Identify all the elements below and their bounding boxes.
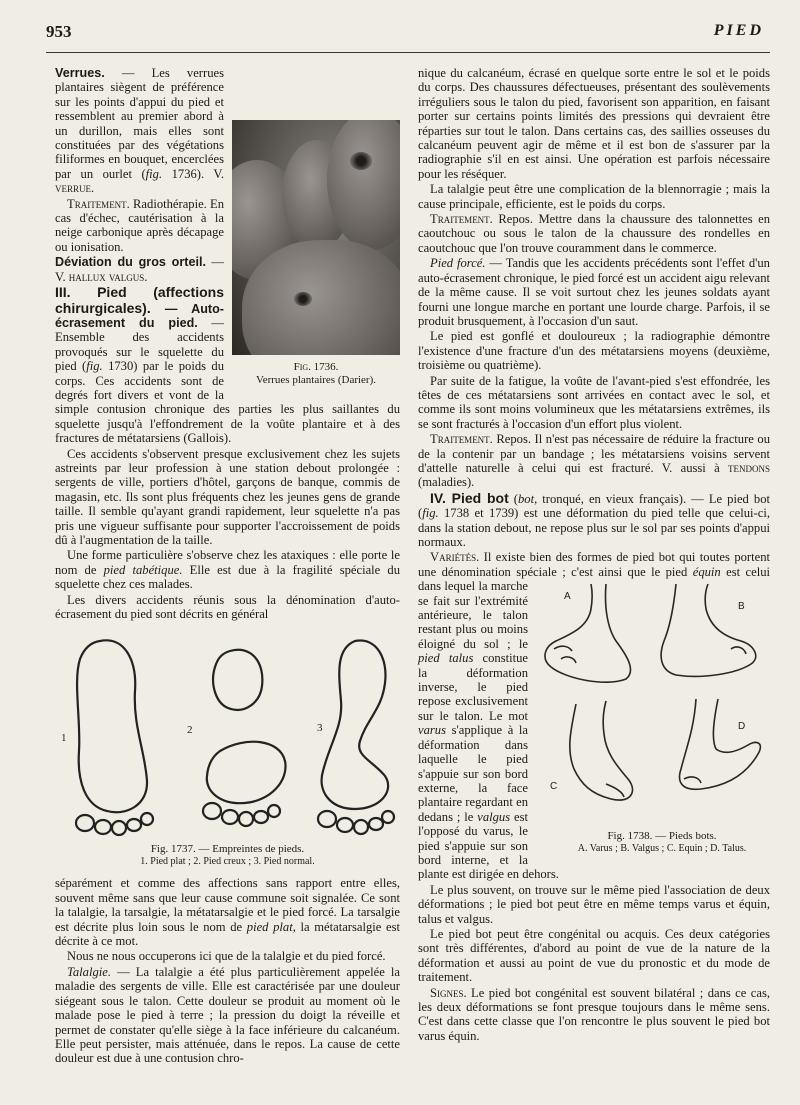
figure-1737-legend: 1. Pied plat ; 2. Pied creux ; 3. Pied normal.	[140, 855, 315, 867]
paragraph-traitement-talalgie: Traitement. Repos. Mettre dans la chaussure des talonnettes en caoutchouc ou sous le talon de la chaussure des rondelles en caoutchouc que l'on trouve couramment dans le commerce.	[418, 212, 770, 255]
figure-1737	[55, 631, 400, 868]
figure-1737-caption	[55, 843, 400, 868]
figure-1738	[536, 579, 776, 855]
paragraph-traitement-verrues: Traitement. Radiothérapie. En cas d'échec, cautérisation à la neige carbonique après décapage ou ionisation.	[55, 196, 224, 254]
club-foot-label-b: B	[738, 601, 745, 613]
figure-1736-caption	[232, 361, 400, 386]
header-rule	[46, 52, 770, 53]
paragraph-deviation: Déviation du gros orteil. — V. hallux valgus.	[55, 255, 224, 284]
warts-photo	[232, 120, 400, 355]
heading-talalgie: Talalgie.	[67, 964, 111, 979]
left-column	[55, 66, 400, 1067]
heading-pied-force: Pied forcé.	[430, 256, 486, 271]
page-header	[46, 22, 764, 46]
footprint-label-2: 2	[187, 724, 193, 737]
club-foot-label-c: C	[550, 781, 558, 793]
figure-1738-legend: A. Varus ; B. Valgus ; C. Equin ; D. Talus.	[577, 842, 747, 854]
paragraph-souvent: Le plus souvent, on trouve sur le même pied l'association de deux déformations ; le pied bot peut être en même temps varus et équin, talus et valgus.	[418, 882, 770, 926]
heading-section-3: III. Pied (affections chirurgicales).	[55, 284, 224, 316]
paragraph-gonfle: Le pied est gonflé et douloureux ; la radiographie démontre l'existence d'une fracture d'un des métatarsiens moyens (deuxième, troisième ou quatrième).	[418, 329, 770, 373]
page-number: 953	[46, 22, 72, 41]
paragraph-section-3: III. Pied (affections chirurgicales). — Auto-écrasement du pied. — Ensemble des accidents provoqués sur le squelette du pied (fig. 1730) par le poids du corps. Ces accidents sont de degrés fort divers et vont de la simple contusion chronique des parties les plus saillantes du squelette jusqu'à l'effondrement de la voûte plantaire et à des fractures de métatarsiens (Gallois).	[55, 284, 400, 446]
figure-1738-title: Fig. 1738. — Pieds bots.	[607, 830, 717, 843]
paragraph-accidents: Ces accidents s'observent presque exclusivement chez les sujets astreints par leur profession à une station debout prolongée : sergents de ville, portiers d'hôtel, garçons de banque, commis de magasin, etc. Ils sont plus fréquents chez les jeunes gens de grande taille. Il semble qu'ayant grandi rapidement, leur squelette n'a pas pris une vigueur suffisante pour supporter l'accroissement de poids dû à l'augmentation de la taille.	[55, 446, 400, 547]
paragraph-verrues: Verrues. — Les verrues plantaires siègent de préférence sur les points d'appui du pied et ressemblent au premier abord à un durillon, mais elles sont constituées par des végétations filiformes en bouquet, encerclées par un ourlet (fig. 1736). V. verrue.	[55, 66, 224, 196]
figure-1737-title: Fig. 1737. — Empreintes de pieds.	[150, 843, 305, 856]
heading-pied-bot: IV. Pied bot	[430, 489, 509, 506]
paragraph-varietes: Variétés. Il existe bien des formes de pied bot qui toutes portent une dénomination spéciale ; c'est ainsi que le pied A B C D Fig. 1738. — Pieds bots. A. Varus ; B. Valgus ; C. Equin ; D. Talus. équin est celui dans lequel la marche se fait sur l'extrémité antérieure, le talon restant plus ou moins éloigné du sol ; le pied talus constitue la déformation inverse, le pied repose exclusivement sur le talon. Le mot varus s'applique à la déformation dans laquelle le pied s'appuie sur son bord externe, la face plantaire regardant en dedans ; le valgus est l'opposé du varus, le pied s'appuie sur son bord interne, et la plante est dirigée en dehors.	[418, 550, 770, 881]
paragraph-talalgie: Talalgie. — La talalgie a été plus particulièrement appelée la maladie des sergents de ville. Elle est caractérisée par une douleur siégeant sous le talon. Cette douleur se produit au moment où le malade pose le pied à terre ; la pression du doigt la réveille et permet de constater qu'elle siège à la face inférieure du calcanéum. Elle peut persister, mais atténuée, dans le repos. La cause de cette douleur est due à une contusion chro-	[55, 964, 400, 1066]
footprint-label-1: 1	[61, 732, 67, 745]
paragraph-signes: Signes. Le pied bot congénital est souvent bilatéral ; dans ce cas, les deux déformations se font presque toujours dans le même sens. C'est dans cette classe que l'on rencontre le plus souvent le pied bot varus équin.	[418, 985, 770, 1043]
paragraph-divers: Les divers accidents réunis sous la dénomination d'auto-écrasement du pied sont décrits en général	[55, 592, 400, 622]
heading-verrues: Verrues.	[55, 66, 105, 80]
figure-1736	[232, 120, 400, 386]
paragraph-calcaneum: nique du calcanéum, écrasé en quelque sorte entre le sol et le poids du corps. Des chaussures défectueuses, présentant des soulèvements irréguliers sous le talon du pied, favorisent son apparition, en faisant porter sur certains points limités des pressions qui devraient être réparties sur tout le talon. Dans certains cas, des saillies osseuses du calcanéum peuvent agir de même et il est bon de s'assurer par la radiographie s'il en est ainsi. Une opération est parfois nécessaire pour les réséquer.	[418, 66, 770, 181]
paragraph-pied-bot: IV. Pied bot (bot, tronqué, en vieux français). — Le pied bot (fig. 1738 et 1739) est une déformation du pied telle que celui-ci, dans la station debout, ne repose plus sur le sol par ses points d'appui normaux.	[418, 489, 770, 549]
running-head: PIED	[713, 22, 764, 39]
paragraph-nous: Nous ne nous occuperons ici que de la talalgie et du pied forcé.	[67, 949, 386, 964]
club-foot-label-d: D	[738, 721, 746, 733]
paragraph-blennorragie: La talalgie peut être une complication de la blennorragie ; mais la cause principale, efficiente, est le poids du corps.	[418, 182, 770, 211]
right-column	[418, 66, 770, 1044]
club-feet-drawing	[536, 579, 776, 824]
footprints-drawing	[55, 631, 400, 841]
paragraph-fatigue: Par suite de la fatigue, la voûte de l'avant-pied s'est effondrée, les têtes de ces métatarsiens sont arrivées en contact avec le sol, et comme ils sont moins volumineux que les métatarsiens extrêmes, ils se sont fracturés à l'occasion d'un effort plus violent.	[418, 373, 770, 431]
footprint-label-3: 3	[317, 722, 323, 735]
paragraph-forme: Une forme particulière s'observe chez les ataxiques : elle porte le nom de pied tabétique. Elle est due à la fragilité spéciale du squelette chez ces malades.	[55, 548, 401, 592]
paragraph-separement: séparément et comme des affections sans rapport entre elles, souvent même sans que leur cause commune soit signalée. Ce sont la talalgie, la tarsalgie, la métatarsalgie et le pied forcé. La tarsalgie est décrite plus loin sous le nom de pied plat, la métatarsalgie est décrite à ce mot.	[55, 876, 401, 949]
paragraph-pied-force: Pied forcé. — Tandis que les accidents précédents sont l'effet d'un auto-écrasement chronique, le pied forcé est un accident aigu relevant de la même cause. Il se voit surtout chez les jeunes soldats ayant fourni une longue marche en portant une lourde charge. Parfois, il se produit brusquement, à l'occasion d'un saut.	[418, 256, 770, 328]
club-foot-label-a: A	[564, 591, 571, 603]
figure-1738-caption	[536, 830, 776, 855]
figure-1736-label: Fig. 1736.	[293, 361, 339, 373]
heading-deviation: Déviation du gros orteil.	[55, 255, 206, 270]
paragraph-traitement-pied-force: Traitement. Repos. Il n'est pas nécessaire de réduire la fracture ou de la contenir par un bandage ; les métatarsiens voisins servent d'attelle naturelle à celui qui est fracturé. V. aussi à tendons (maladies).	[418, 432, 770, 490]
paragraph-congenital: Le pied bot peut être congénital ou acquis. Ces deux catégories sont très différentes, d'abord au point de vue de la nature de la déformation et aussi au point de vue du pronostic et du mode de traitement.	[418, 926, 770, 985]
figure-1736-text: Verrues plantaires (Darier).	[255, 373, 377, 386]
